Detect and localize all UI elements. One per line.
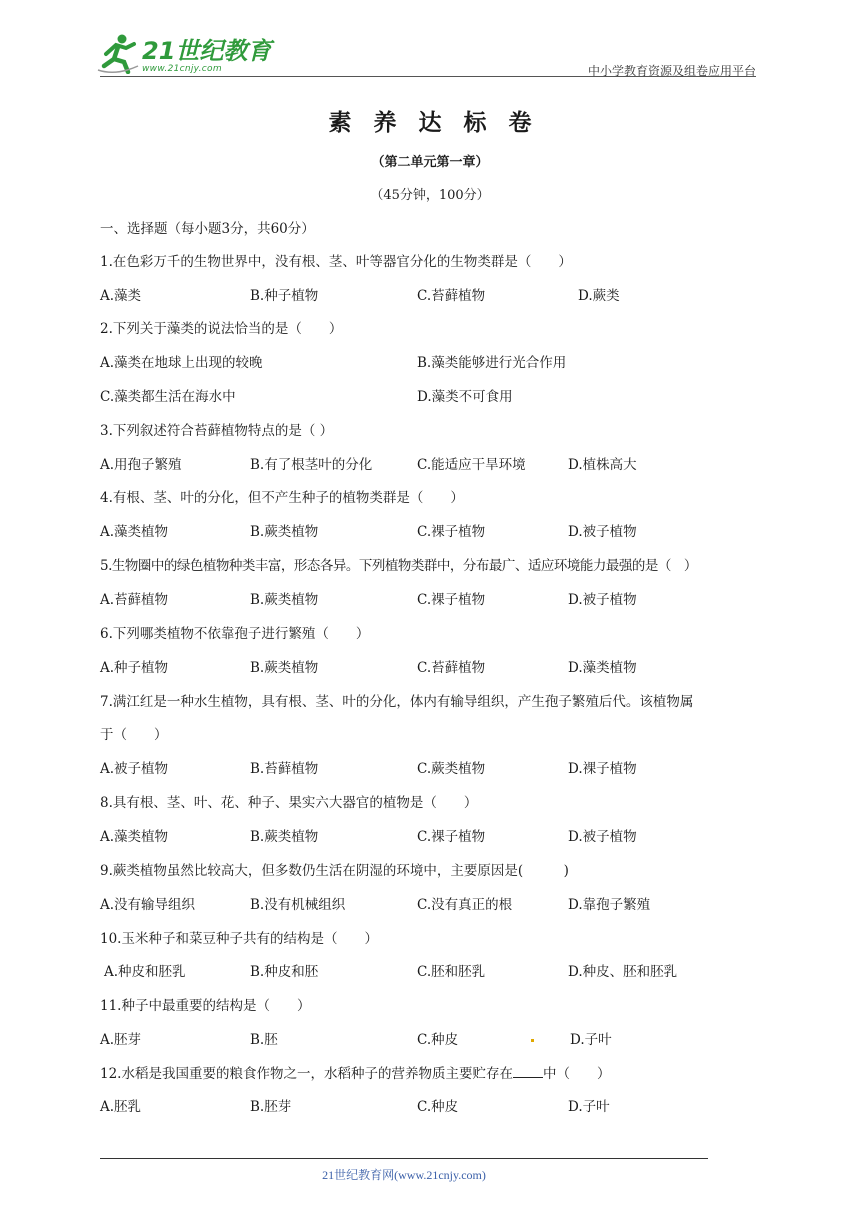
option: B.种子植物 bbox=[250, 288, 319, 304]
running-figure-icon bbox=[96, 32, 140, 74]
option: D.植株高大 bbox=[568, 457, 637, 473]
option: D.裸子植物 bbox=[568, 761, 637, 777]
footer-divider bbox=[100, 1158, 708, 1159]
question-stem: 10.玉米种子和菜豆种子共有的结构是（ ） bbox=[100, 931, 378, 947]
header-divider bbox=[100, 76, 756, 77]
logo-wordmark: 21世纪教育 bbox=[142, 37, 272, 65]
option: A.胚芽 bbox=[100, 1032, 142, 1048]
footer-link[interactable]: 21世纪教育网(www.21cnjy.com) bbox=[322, 1168, 486, 1182]
option: A.藻类植物 bbox=[100, 524, 169, 540]
option: C.苔藓植物 bbox=[417, 288, 486, 304]
option: A.没有输导组织 bbox=[100, 897, 196, 913]
time-score: （45分钟，100分） bbox=[370, 188, 490, 203]
option: A.藻类 bbox=[100, 288, 142, 304]
question-stem-continued: 于（ ） bbox=[100, 727, 168, 743]
section-heading: 一、选择题（每小题3分，共60分） bbox=[100, 221, 315, 237]
option: B.蕨类植物 bbox=[250, 829, 319, 845]
option: D.蕨类 bbox=[578, 288, 620, 304]
question-stem: 5.生物圈中的绿色植物种类丰富，形态各异。下列植物类群中，分布最广、适应环境能力最强的是（ ） bbox=[100, 558, 697, 574]
question-stem: 8.具有根、茎、叶、花、种子、果实六大器官的植物是（ ） bbox=[100, 795, 478, 811]
option: C.胚和胚乳 bbox=[417, 964, 486, 980]
option: A.藻类在地球上出现的较晚 bbox=[100, 355, 263, 371]
option: D.被子植物 bbox=[568, 829, 637, 845]
option: B.苔藓植物 bbox=[250, 761, 319, 777]
option: A.胚乳 bbox=[100, 1099, 142, 1115]
option: C.裸子植物 bbox=[417, 592, 486, 608]
option: A.藻类植物 bbox=[100, 829, 169, 845]
platform-label: 中小学教育资源及组卷应用平台 bbox=[587, 64, 756, 78]
option: D.被子植物 bbox=[568, 524, 637, 540]
option: C.苔藓植物 bbox=[417, 660, 486, 676]
option: B.蕨类植物 bbox=[250, 524, 319, 540]
question-stem: 9.蕨类植物虽然比较高大，但多数仍生活在阴湿的环境中，主要原因是( ) bbox=[100, 863, 569, 879]
question-stem-part: 中（ ） bbox=[542, 1066, 611, 1082]
option: B.藻类能够进行光合作用 bbox=[417, 355, 567, 371]
question-stem-part: 12.水稻是我国重要的粮食作物之一，水稻种子的营养物质主要贮存在 bbox=[100, 1066, 513, 1082]
exam-subtitle: （第二单元第一章） bbox=[371, 155, 489, 170]
option: D.藻类不可食用 bbox=[417, 389, 513, 405]
stray-mark bbox=[531, 1039, 534, 1042]
option: A.种子植物 bbox=[100, 660, 169, 676]
option: D.子叶 bbox=[570, 1032, 612, 1048]
option: D.被子植物 bbox=[568, 592, 637, 608]
option: B.胚 bbox=[250, 1032, 278, 1048]
option: C.裸子植物 bbox=[417, 829, 486, 845]
option: C.种皮 bbox=[417, 1099, 459, 1115]
fill-blank bbox=[513, 1064, 543, 1078]
site-logo bbox=[96, 32, 271, 74]
logo-url: www.21cnjy.com bbox=[142, 64, 222, 74]
option: B.胚芽 bbox=[250, 1099, 292, 1115]
option: C.蕨类植物 bbox=[417, 761, 486, 777]
option: C.藻类都生活在海水中 bbox=[100, 389, 236, 405]
question-stem bbox=[100, 1064, 610, 1083]
option: A.种皮和胚乳 bbox=[104, 964, 186, 980]
question-stem: 3.下列叙述符合苔藓植物特点的是（ ） bbox=[100, 423, 334, 439]
question-stem: 7.满江红是一种水生植物，具有根、茎、叶的分化，体内有输导组织，产生孢子繁殖后代。该植物属 bbox=[100, 694, 694, 710]
option: C.没有真正的根 bbox=[417, 897, 513, 913]
option: C.种皮 bbox=[417, 1032, 459, 1048]
page-header bbox=[96, 28, 756, 78]
option: A.被子植物 bbox=[100, 761, 169, 777]
question-stem: 6.下列哪类植物不依靠孢子进行繁殖（ ） bbox=[100, 626, 370, 642]
option: B.蕨类植物 bbox=[250, 660, 319, 676]
option: D.种皮、胚和胚乳 bbox=[568, 964, 678, 980]
option: C.裸子植物 bbox=[417, 524, 486, 540]
question-stem: 11.种子中最重要的结构是（ ） bbox=[100, 998, 311, 1014]
option: D.藻类植物 bbox=[568, 660, 637, 676]
question-stem: 4.有根、茎、叶的分化，但不产生种子的植物类群是（ ） bbox=[100, 490, 464, 506]
option: B.蕨类植物 bbox=[250, 592, 319, 608]
exam-title: 素养达标卷 bbox=[328, 110, 554, 136]
option: B.种皮和胚 bbox=[250, 964, 319, 980]
option: C.能适应干旱环境 bbox=[417, 457, 526, 473]
option: A.用孢子繁殖 bbox=[100, 457, 182, 473]
option: A.苔藓植物 bbox=[100, 592, 169, 608]
question-stem: 2.下列关于藻类的说法恰当的是（ ） bbox=[100, 321, 343, 337]
question-stem: 1.在色彩万千的生物世界中，没有根、茎、叶等器官分化的生物类群是（ ） bbox=[100, 254, 572, 270]
option: B.没有机械组织 bbox=[250, 897, 346, 913]
option: D.靠孢子繁殖 bbox=[568, 897, 651, 913]
option: B.有了根茎叶的分化 bbox=[250, 457, 373, 473]
option: D.子叶 bbox=[568, 1099, 610, 1115]
